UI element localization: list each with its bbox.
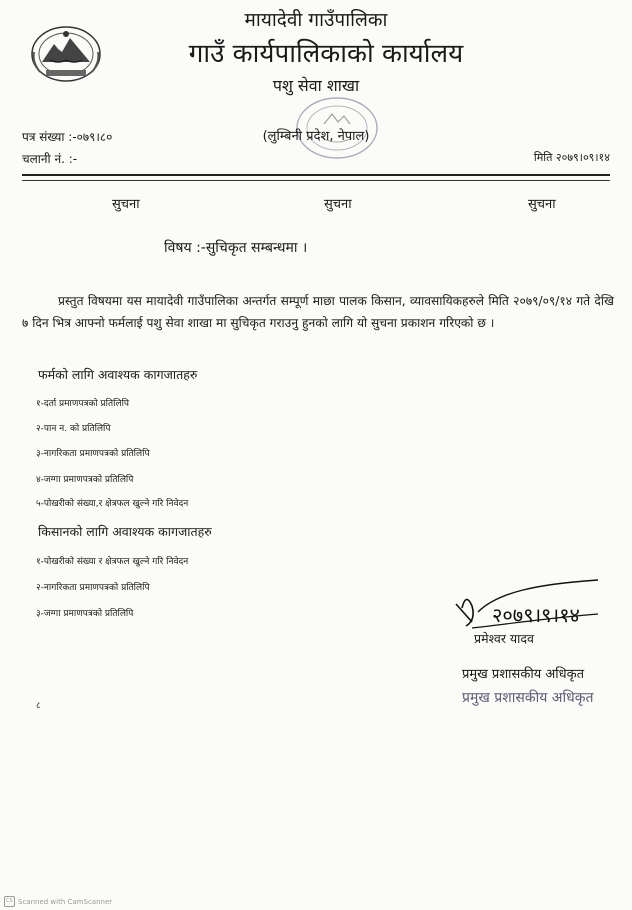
scanner-text: Scanned with CamScanner	[18, 897, 113, 906]
camscanner-logo-icon: CS	[4, 896, 15, 907]
scanner-watermark	[4, 896, 112, 907]
office-title: गाउँ कार्यपालिकाको कार्यालय	[188, 39, 464, 69]
handwritten-signature	[448, 578, 608, 638]
signer-designation: प्रमुख प्रशासकीय अधिकृत	[462, 667, 585, 682]
dispatch-number: चलानी नं. :-	[22, 152, 78, 166]
list-item: १-पोखरीको संख्या र क्षेत्रफल खुल्ने गरि निवेदन	[36, 557, 189, 567]
farmer-docs-heading: किसानको लागि अवाश्यक कागजातहरु	[38, 524, 212, 539]
list-item: २-नागरिकता प्रमाणपत्रको प्रतिलिपि	[36, 583, 150, 593]
notice-body: प्रस्तुत विषयमा यस मायादेवी गाउँपालिका अन्तर्गत सम्पूर्ण माछा पालक किसान, व्यावसायिकहरुले मिति २०७९/०९/१४ गते देखि ७ दिन भित्र आफ्नो फर्मलाई पशु सेवा शाखा मा सुचिकृत गराउनु हुनको लागि यो सुचना प्रकाशन गरिएको छ ।	[22, 294, 614, 330]
municipality-name: मायादेवी गाउँपालिका	[244, 9, 388, 31]
list-item: १-दर्ता प्रमाणपत्रको प्रतिलिपि	[36, 399, 130, 409]
subject-line: विषय :-सुचिकृत सम्बन्धमा ।	[164, 240, 308, 256]
notice-label-left: सुचना	[112, 197, 140, 212]
list-item: २-पान न. को प्रतिलिपि	[36, 424, 111, 434]
notice-label-center: सुचना	[324, 197, 352, 212]
header-divider-thin	[22, 180, 610, 181]
designation-stamp: प्रमुख प्रशासकीय अधिकृत	[462, 690, 594, 706]
list-item: ३-जग्गा प्रमाणपत्रको प्रतिलिपि	[36, 609, 134, 619]
margin-mark: ८	[36, 701, 41, 711]
signer-name: प्रमेश्वर यादव	[474, 631, 535, 646]
list-item: ३-नागरिकता प्रमाणपत्रको प्रतिलिपि	[36, 449, 150, 459]
address-line: (लुम्बिनी प्रदेश, नेपाल)	[262, 129, 370, 144]
notice-label-right: सुचना	[528, 197, 556, 212]
branch-name: पशु सेवा शाखा	[272, 76, 360, 95]
signature-date: २०७९।९।१४	[492, 603, 580, 627]
list-item: ४-जग्गा प्रमाणपत्रको प्रतिलिपि	[36, 475, 134, 485]
letter-date: मिति २०७९।०९।१४	[533, 151, 610, 164]
header-divider	[22, 174, 610, 176]
firm-docs-heading: फर्मको लागि अवाश्यक कागजातहरु	[38, 367, 198, 382]
list-item: ५-पोखरीको संख्या,र क्षेत्रफल खुल्ने गरि निवेदन	[36, 499, 189, 509]
letter-number: पत्र संख्या :-०७९।८०	[22, 130, 113, 144]
